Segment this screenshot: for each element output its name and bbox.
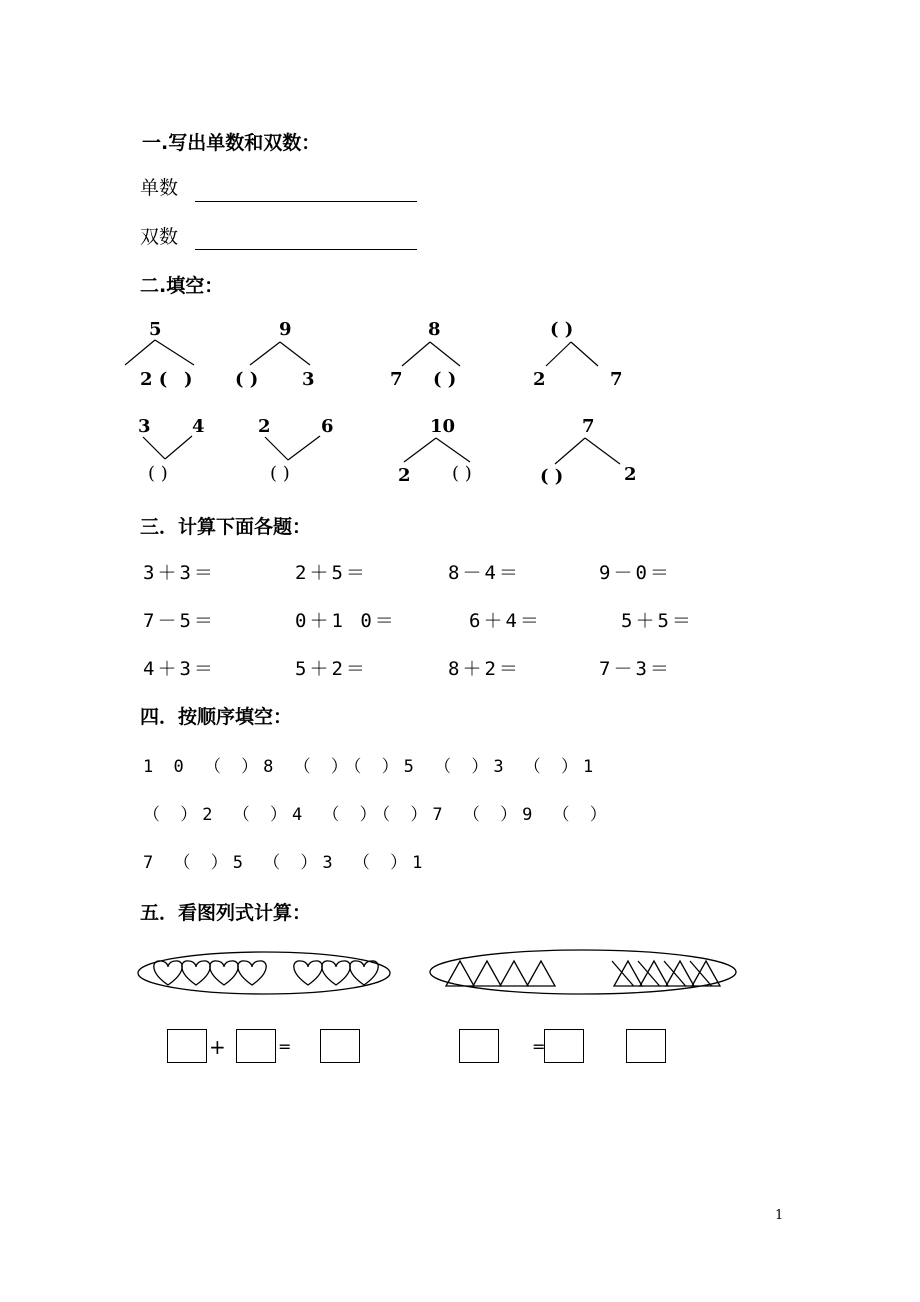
answer-box-addend-2[interactable]: [236, 1029, 276, 1063]
answer-box-minuend[interactable]: [459, 1029, 499, 1063]
triangle-icon: [527, 961, 555, 986]
calc-r1c3[interactable]: 8－4＝: [448, 562, 521, 584]
sequence-row-3[interactable]: 7 （ ）5 （ ）3 （ ）1: [143, 853, 428, 873]
crossed-triangle-icon: [612, 961, 642, 986]
heart-icon: [210, 961, 238, 985]
triangles-picture: [428, 948, 742, 996]
bond1-right: ): [184, 369, 193, 390]
odd-label: 单数: [140, 177, 179, 199]
bond4-top[interactable]: ( ): [550, 319, 574, 340]
bond6-right: 6: [321, 416, 334, 437]
crossed-triangle-icon: [664, 961, 694, 986]
hearts-picture: [136, 950, 396, 996]
section2-title: 二.填空：: [140, 275, 224, 297]
section4-title: 四．按顺序填空：: [140, 706, 293, 728]
calc-r2c1[interactable]: 7－5＝: [143, 610, 216, 632]
bond6-left: 2: [258, 416, 271, 437]
triangle-icon: [473, 961, 501, 986]
heart-icon-group-b: [294, 961, 378, 985]
answer-box-difference[interactable]: [626, 1029, 666, 1063]
bond4-left: 2: [533, 369, 546, 390]
bond2-top: 9: [279, 319, 292, 340]
sequence-row-2[interactable]: （ ）2 （ ）4 （ ）（ ）7 （ ）9 （ ）: [143, 805, 612, 825]
bond7-right[interactable]: ( ): [452, 463, 472, 484]
bond8-right: 2: [624, 464, 637, 485]
section5-title: 五．看图列式计算：: [140, 902, 312, 924]
bond4-right: 7: [610, 369, 623, 390]
answer-box-addend-1[interactable]: [167, 1029, 207, 1063]
calc-r2c4[interactable]: 5＋5＝: [621, 610, 694, 632]
heart-icon: [350, 961, 378, 985]
triangle-icon: [500, 961, 528, 986]
heart-icon: [238, 961, 266, 985]
section1-title: 一.写出单数和双数：: [142, 132, 321, 154]
bond5-bottom[interactable]: ( ): [148, 463, 168, 484]
answer-box-subtrahend[interactable]: [544, 1029, 584, 1063]
calc-r2c2[interactable]: 0＋1 0＝: [295, 610, 397, 632]
triangle-icon: [446, 961, 474, 986]
bond7-top: 10: [430, 416, 456, 437]
heart-icon: [322, 961, 350, 985]
bond1-left[interactable]: 2 (: [140, 369, 168, 390]
bond5-left: 3: [138, 416, 151, 437]
bond6-bottom[interactable]: ( ): [270, 463, 290, 484]
calc-r1c4[interactable]: 9－0＝: [599, 562, 672, 584]
heart-icon: [182, 961, 210, 985]
calc-r3c3[interactable]: 8＋2＝: [448, 658, 521, 680]
calc-r3c1[interactable]: 4＋3＝: [143, 658, 216, 680]
calc-r1c2[interactable]: 2＋5＝: [295, 562, 368, 584]
heart-icon: [294, 961, 322, 985]
even-label: 双数: [140, 226, 179, 248]
answer-box-sum[interactable]: [320, 1029, 360, 1063]
calc-r3c4[interactable]: 7－3＝: [599, 658, 672, 680]
bond3-top: 8: [428, 319, 441, 340]
bond5-right: 4: [192, 416, 205, 437]
bond2-left[interactable]: ( ): [235, 369, 259, 390]
bond2-right: 3: [302, 369, 315, 390]
bond3-left: 7: [390, 369, 403, 390]
bond3-right[interactable]: ( ): [433, 369, 457, 390]
crossed-triangle-icon: [638, 961, 668, 986]
crossed-triangle-icon-group: [612, 961, 720, 986]
calc-r3c2[interactable]: 5＋2＝: [295, 658, 368, 680]
plus-sign: +: [209, 1035, 226, 1059]
bond8-top: 7: [582, 416, 595, 437]
equals-sign-left: =: [278, 1037, 292, 1056]
heart-icon-group-a: [154, 961, 266, 985]
crossed-triangle-icon: [690, 961, 720, 986]
heart-icon: [154, 961, 182, 985]
triangle-icon-group: [446, 961, 555, 986]
page-number: 1: [775, 1208, 784, 1223]
bond-lines-row1: [0, 0, 920, 520]
bond1-top: 5: [149, 319, 162, 340]
sequence-row-1[interactable]: 1 0 （ ）8 （ ）（ ）5 （ ）3 （ ）1: [143, 757, 599, 777]
equals-sign-right: =: [532, 1037, 546, 1056]
calc-r1c1[interactable]: 3＋3＝: [143, 562, 216, 584]
bond7-left: 2: [398, 465, 411, 486]
bond8-left[interactable]: ( ): [540, 466, 564, 487]
calc-r2c3[interactable]: 6＋4＝: [469, 610, 542, 632]
section3-title: 三．计算下面各题：: [140, 516, 312, 538]
